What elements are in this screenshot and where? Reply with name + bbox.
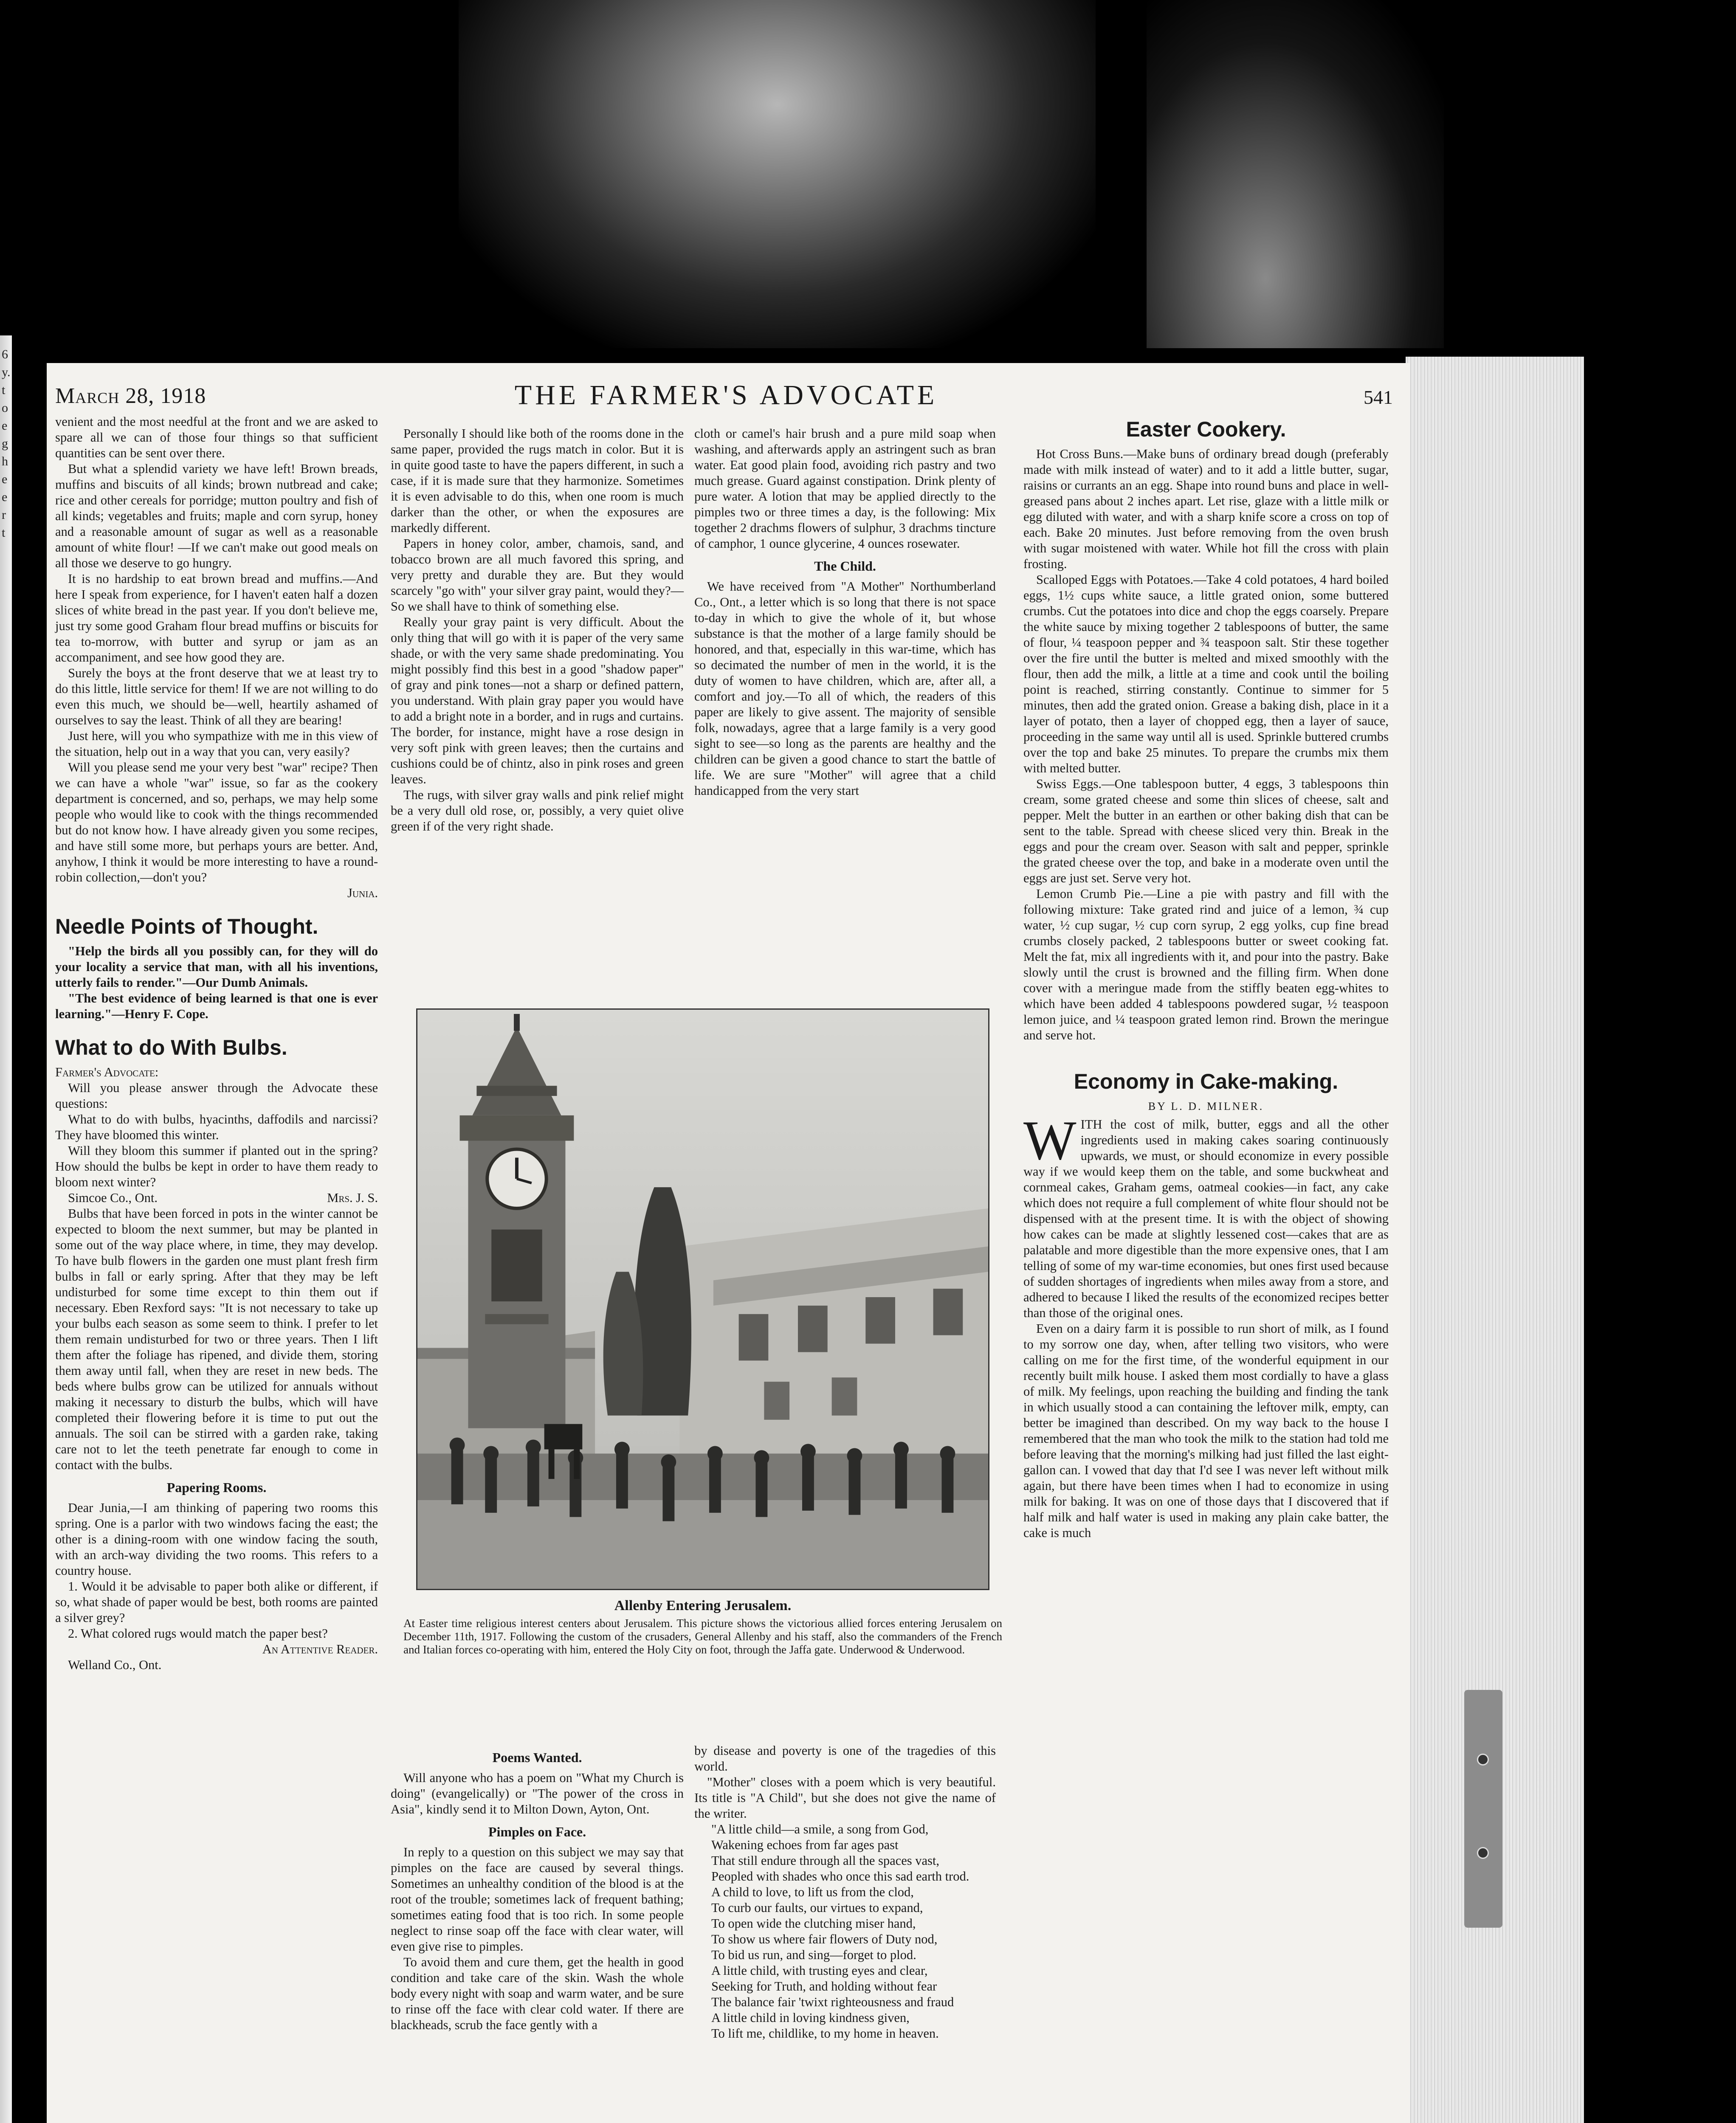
paragraph: Even on a dairy farm it is possible to run short of milk, as I found to my sorrow one day, when, after telling two visitors, who were calling on me for the first time, of the wonderful equipment in our recently built milk house. I asked them most cordially to have a glass of milk. My feelings, upon reaching the building and finding the tank in which usually stood a can containing the leftover milk, empty, can better be imagined than described. On my way back to the house I remembered that the man who took the milk to the station had told me before leaving that the morning's milking had just filled the last eight-gallon can. I vowed that day that I'd see I was never left without milk again, but there have been times when I had to economize in using milk for baking. It was on one of those days that I discovered that if half milk and half water is used in making any plain cake batter, the cake is much bbox=[1023, 1321, 1389, 1540]
poem-line: The balance fair 'twixt righteousness and fraud bbox=[711, 1995, 954, 2009]
section-heading: Easter Cookery. bbox=[1126, 417, 1286, 441]
left-page-margin-char: h bbox=[2, 454, 8, 468]
paragraph: by disease and poverty is one of the tragedies of this world. bbox=[694, 1743, 996, 1774]
poem-line: "A little child—a smile, a song from God, bbox=[711, 1822, 929, 1836]
paragraph: Dear Junia,—I am thinking of papering two rooms this spring. One is a parlor with two windows facing the east; the other is a dining-room with one window facing the south, with an arch-way dividing the two rooms. This refers to a country house. bbox=[55, 1501, 378, 1578]
page-header bbox=[55, 376, 1397, 410]
paragraph: Personally I should like both of the rooms done in the same paper, provided the rugs match in color. But it is in quite good taste to have the papers different, in such a case, if it is made sure that they harmonize. Sometimes it is even advisable to do this, when one room is much darker than the other, or when the exposures are markedly different. bbox=[391, 426, 684, 535]
photograph-allenby-jerusalem bbox=[416, 1008, 989, 1590]
left-page-margin-char: e bbox=[2, 490, 8, 504]
paragraph: Bulbs that have been forced in pots in the winter cannot be expected to bloom the next summer, but may be planted in some out of the way place where, in time, they may develop. To have bulb flowers in the garden one must plant fresh firm bulbs in fall or early spring. After that they may be left undisturbed for some time except to thin them out if necessary. Eben Rexford says: "It is not necessary to take up your bulbs each season as some seem to think. I prefer to let them remain undisturbed for two or three years. Then I lift them after the foliage has ripened, and divide them, storing them away until fall, when they are reset in new beds. The beds where bulbs grow can be utilized for annuals without making it necessary to disturb the bulbs, which will have completed their flowering before it is time to put out the annuals. The soil can be stirred with a garden rake, taking care not to let the teeth penetrate far enough to come in contact with the bulbs. bbox=[55, 1206, 378, 1472]
section-heading: Needle Points of Thought. bbox=[55, 915, 318, 938]
left-page-margin-char: 6 bbox=[2, 347, 8, 361]
left-page-margin-char: y. bbox=[2, 365, 11, 379]
paragraph: It is no hardship to eat brown bread and muffins.—And here I speak from experience, for I haven't eaten half a dozen slices of white bread in the past year. If you don't believe me, just try some good Graham flour bread muffins or biscuits for tea to-morrow, with butter and syrup or jam as an accompaniment, and see how good they are. bbox=[55, 572, 378, 664]
paragraph: Surely the boys at the front deserve that we at least try to do this little, little service for them! If we are not willing to do even this much, we should be—well, heartily ashamed of ourselves to say the least. Think of all they are bearing! bbox=[55, 666, 378, 727]
paragraph: We have received from "A Mother" Northumberland Co., Ont., a letter which is so long that there is not space to-day in which to give the whole of it, but whose substance is that the mother of a large family should be honored, and that, especially in this war-time, which has so decimated the number of men in the world, it is the duty of women to have children, which are, after all, a comfort and joy.—To all of which, the readers of this paper are likely to give assent. The majority of sensible folk, nowadays, agree that a large family is a very good sight to see—so long as the parents are healthy and the children can be given a good chance to start the battle of life. We are sure "Mother" will agree that a child handicapped from the very start bbox=[694, 579, 996, 798]
paragraph: Papers in honey color, amber, chamois, sand, and tobacco brown are all much favored this spring, and very pretty and durable they are. But they would scarcely "go with" your silver gray paint, would they?—So we shall have to think of something else. bbox=[391, 536, 684, 614]
paragraph: venient and the most needful at the front and we are asked to spare all we can of those four things so that sufficient quantities can be sent over there. bbox=[55, 414, 378, 460]
paragraph: In reply to a question on this subject we may say that pimples on the face are caused by several things. Sometimes an unhealthy condition of the blood is at the root of the trouble; sometimes lack of frequent bathing; sometimes eating food that is too rich. In some people neglect to rinse soap off the face with clear water, will even give rise to pimples. bbox=[391, 1845, 684, 1954]
column-2 bbox=[391, 426, 684, 834]
poem-line: Peopled with shades who once this sad earth trod. bbox=[711, 1869, 969, 1884]
scanner-glare-right bbox=[1147, 0, 1444, 348]
page-number: 541 bbox=[1364, 386, 1393, 408]
column-2-lower bbox=[391, 1743, 684, 2033]
signature: An Attentive Reader. bbox=[262, 1642, 378, 1656]
poem-line: A little child, with trusting eyes and clear, bbox=[711, 1963, 928, 1978]
paragraph: 2. What colored rugs would match the paper best? bbox=[68, 1626, 328, 1641]
poem-line: Wakening echoes from far ages past bbox=[711, 1838, 899, 1852]
poem-line: To bid us run, and sing—forget to plod. bbox=[711, 1948, 916, 1962]
letter-footer bbox=[55, 1190, 378, 1206]
section-heading: Papering Rooms. bbox=[166, 1480, 267, 1495]
letter-place: Welland Co., Ont. bbox=[68, 1658, 162, 1672]
section-heading: Pimples on Face. bbox=[488, 1824, 586, 1839]
poem-line: To lift me, childlike, to my home in heaven. bbox=[711, 2026, 939, 2041]
left-page-margin-char: o bbox=[2, 401, 8, 415]
paragraph: Really your gray paint is very difficult. About the only thing that will go with it is paper of the very same shade, or with the very same shade predominating. You might possibly find this best in a good "shadow paper" of gray and pink tones—not a sharp or defined pattern, you understand. With plain gray paper you would have to add a bright note in a border, and in rugs and curtains. The border, for instance, might have a rose design in very soft pink with green leaves; then the curtains and cushions could be of chintz, also in pink roses and green leaves. bbox=[391, 615, 684, 786]
poem-line: A little child in loving kindness given, bbox=[711, 2010, 910, 2025]
poem-line: Seeking for Truth, and holding without fear bbox=[711, 1979, 937, 1993]
left-page-margin-char: e bbox=[2, 419, 8, 433]
issue-date: March 28, 1918 bbox=[55, 384, 206, 408]
section-heading: Economy in Cake-making. bbox=[1074, 1070, 1339, 1093]
left-page-edge bbox=[0, 335, 12, 2123]
paragraph: "Mother" closes with a poem which is very beautiful. Its title is "A Child", but she does not give the name of the writer. bbox=[694, 1775, 996, 1821]
poem-line: A child to love, to lift us from the clod, bbox=[711, 1885, 914, 1899]
letter-signature: Mrs. J. S. bbox=[327, 1191, 378, 1205]
paragraph: Scalloped Eggs with Potatoes.—Take 4 cold potatoes, 4 hard boiled eggs, 1½ cups white sauce, a little grated onion, some buttered crumbs. Cut the potatoes into dice and chop the eggs coarsely. Prepare the white sauce by mixing together 2 tablespoons of butter, the same of flour, ¼ teaspoon pepper and ¾ teaspoon salt. Stir these together over the fire until the butter is melted and mixed smoothly with the flour, then add the milk, a little at a time and cook until the boiling point is reached, stirring constantly. Continue to simmer for 5 minutes, then add the grated onion. Grease a baking dish, place in it a layer of potato, then a layer of chopped egg, then a layer of sauce, proceeding in the same way until all is used. Sprinkle buttered crumbs over the top and bake 25 minutes. To prepare the crumbs mix them with melted butter. bbox=[1023, 572, 1389, 775]
scanner-glare bbox=[459, 0, 1096, 348]
left-page-margin-char: e bbox=[2, 472, 8, 486]
poem bbox=[694, 1822, 996, 2041]
binding-strap bbox=[1464, 1690, 1502, 1928]
paragraph: The rugs, with silver gray walls and pink relief might be a very dull old rose, or, possibly, a very quiet olive green if of the very right shade. bbox=[391, 788, 684, 833]
paragraph: Swiss Eggs.—One tablespoon butter, 4 eggs, 3 tablespoons thin cream, some grated cheese and some thin slices of cheese, salt and pepper. Melt the butter in an earthen or other baking dish that can be sent to the table. Spread with cheese sliced very thin. Break in the eggs and pour the cream over. Season with salt and pepper, sprinkle the grated cheese over the top, and bake in a moderate oven until the eggs are just set. Serve very hot. bbox=[1023, 777, 1389, 885]
column-4 bbox=[1023, 414, 1389, 1541]
column-3-lower bbox=[694, 1743, 996, 2041]
poem-line: That still endure through all the spaces vast, bbox=[711, 1853, 939, 1868]
paragraph: What to do with bulbs, hyacinths, daffodils and narcissi? They have bloomed this winter. bbox=[55, 1112, 378, 1142]
paragraph: cloth or camel's hair brush and a pure mild soap when washing, and afterwards apply an astringent such as bran water. Eat good plain food, avoiding rich pastry and two much grease. Guard against constipation. Drink plenty of pure water. A lotion that may be applied directly to the pimples two or three times a day, is the following: Mix together 2 drachms flowers of sulphur, 3 drachms tincture of camphor, 1 ounce glycerine, 4 ounces rosewater. bbox=[694, 426, 996, 551]
quotation: "Help the birds all you possibly can, for they will do your locality a service that man, with all his inventions, utterly fails to render."—Our Dumb Animals. bbox=[55, 944, 378, 990]
paragraph: Will you please answer through the Advocate these questions: bbox=[55, 1081, 378, 1111]
poem-line: To show us where fair flowers of Duty nod, bbox=[711, 1932, 938, 1946]
paragraph: But what a splendid variety we have left! Brown breads, muffins and biscuits of all kinds; brown nutbread and cake; rice and other cereals for porridge; mutton poultry and fish of all kinds; vegetables and fruits; maple and corn syrup, honey and a reasonable amount of sugar as well as a reasonable amount of white flour! —If we can't make out good meals on all those we deserve to go hungry. bbox=[55, 462, 378, 570]
letter-place: Simcoe Co., Ont. bbox=[68, 1191, 158, 1205]
signature: Junia. bbox=[347, 886, 378, 900]
column-3 bbox=[694, 426, 996, 799]
left-page-margin-char: t bbox=[2, 383, 6, 397]
poem-line: To curb our faults, our virtues to expand, bbox=[711, 1901, 923, 1915]
photo-caption bbox=[403, 1596, 1002, 1656]
column-1 bbox=[55, 414, 378, 1673]
section-heading: What to do With Bulbs. bbox=[55, 1036, 287, 1059]
binding-rivet bbox=[1477, 1847, 1489, 1859]
left-page-margin-char: t bbox=[2, 526, 6, 540]
photo-illustration bbox=[417, 1010, 988, 1589]
paragraph: Lemon Crumb Pie.—Line a pie with pastry and fill with the following mixture: Take grated rind and juice of a lemon, ¾ cup water, ½ cup sugar, ½ cup corn syrup, 2 egg yolks, cup fine bread crumbs closely packed, 2 tablespoons butter or sweet cooking fat. Melt the fat, mix all ingredients with it, and pour into the pastry. Bake slowly until the crust is browned and the filling firm. When done cover with a meringue made from the stiffly beaten egg-whites to which have been added 4 tablespoons powdered sugar, ½ teaspoon lemon juice, and ¼ teaspoon grated lemon rind. Brown the meringue and serve hot. bbox=[1023, 887, 1389, 1042]
left-page-margin-char: g bbox=[2, 436, 8, 451]
salutation: Farmer's Advocate: bbox=[55, 1065, 159, 1079]
paragraph: Will you please send me your very best "war" recipe? Then we can have a whole "war" issue, so far as the cookery department is concerned, and so, perhaps, we may help some people who would like to cook with the things recommended but do not know how. I have already given you some recipes, and have still some more, but perhaps yours are better. And, anyhow, I think it would be more interesting to have a round-robin collection,—don't you? bbox=[55, 760, 378, 884]
paragraph: To avoid them and cure them, get the health in good condition and take care of the skin. Wash the whole body every night with soap and warm water, and be sure to rinse off the face with clear cold water. If there are blackheads, scrub the face gently with a bbox=[391, 1955, 684, 2032]
section-heading: The Child. bbox=[814, 558, 876, 574]
paragraph: Will anyone who has a poem on "What my Church is doing" (evangelically) or "The power of the cross in Asia", kindly send it to Milton Down, Ayton, Ont. bbox=[391, 1771, 684, 1816]
paragraph: Hot Cross Buns.—Make buns of ordinary bread dough (preferably made with milk instead of water) and to it add a little butter, sugar, raisins or currants an an egg. Shape into round buns and place in well-greased pans about 2 inches apart. Let rise, glaze with a little milk or egg diluted with water, and with a sharp knife score a cross on top of each. Bake 20 minutes. Just before removing from the oven brush with sugar moistened with water. While hot fill the cross with plain frosting. bbox=[1023, 447, 1389, 571]
caption-text: At Easter time religious interest centers about Jerusalem. This picture shows the victorious allied forces entering Jerusalem on December 11th, 1917. Following the custom of the crusaders, General Allenby and his staff, also the commanders of the French and Italian forces co-operating with him, entered the Holy City on foot, through the Jaffa gate. Underwood & Underwood. bbox=[403, 1617, 1002, 1656]
paragraph: Will they bloom this summer if planted out in the spring? How should the bulbs be kept in order to have them ready to bloom next winter? bbox=[55, 1143, 378, 1189]
newspaper-page bbox=[47, 363, 1410, 2123]
quotation: "The best evidence of being learned is that one is ever learning."—Henry F. Cope. bbox=[55, 991, 378, 1021]
caption-title: Allenby Entering Jerusalem. bbox=[614, 1598, 792, 1613]
binding-rivet bbox=[1477, 1754, 1489, 1765]
byline: BY L. D. MILNER. bbox=[1148, 1100, 1264, 1112]
paragraph: 1. Would it be advisable to paper both alike or different, if so, what shade of paper would be best, both rooms are painted a silver grey? bbox=[55, 1579, 378, 1625]
paragraph: WITH the cost of milk, butter, eggs and all the other ingredients used in making cakes soaring continuously upwards, we must, or should economize in every possible way if we would keep them on the table, and some buckwheat and cornmeal cakes, Graham gems, oatmeal cookies—in fact, any cake which does not require a full complement of white flour should not be dispensed with at the present time. It is with the object of showing how cakes can be made at slightly lessened cost—cakes that are as palatable and more digestible than the more expensive ones, that I am telling of some of my war-time economies, but ones first used because of sudden shortages of ingredients when miles away from a store, and adhered to because I liked the results of the economized recipes better than those of the original ones. bbox=[1023, 1109, 1389, 1320]
poem-line: To open wide the clutching miser hand, bbox=[711, 1916, 916, 1931]
paragraph: Just here, will you who sympathize with me in this view of the situation, help out in a way that you can, very easily? bbox=[55, 729, 378, 759]
left-page-margin-char: r bbox=[2, 508, 6, 522]
masthead-title: THE FARMER'S ADVOCATE bbox=[514, 380, 938, 411]
section-heading: Poems Wanted. bbox=[492, 1750, 582, 1765]
